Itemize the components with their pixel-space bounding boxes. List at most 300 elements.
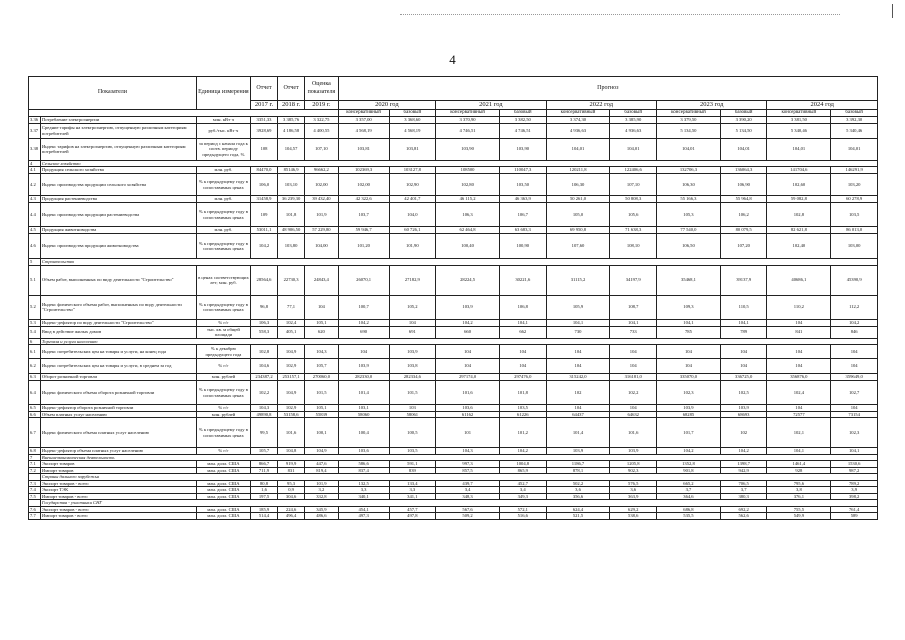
row-value: 345,9: [305, 506, 339, 513]
row-value: 558,3: [250, 326, 277, 338]
row-name: Индекс физического объема оборота розничной торговли: [40, 381, 196, 405]
row-name: Индекс физического объема платных услуг населению: [40, 418, 196, 448]
row-value: 103,20: [831, 174, 878, 196]
row-value: 95,3: [278, 480, 305, 487]
row-value: 146291,9: [831, 167, 878, 174]
row-code: 4.1: [29, 167, 41, 174]
row-value: 103,81: [338, 138, 389, 160]
row-value: 785: [657, 326, 721, 338]
row-unit: млн. руб.: [196, 227, 250, 234]
row-value: 104,2: [657, 448, 721, 455]
row-value: 1186,7: [546, 461, 610, 468]
row-value: 102,9: [278, 405, 305, 412]
row-unit: % к декабрю предыдущего года: [196, 345, 250, 359]
row-code: 7.7: [29, 513, 41, 520]
row-value: 104: [767, 359, 831, 374]
row-value: 3,7: [657, 487, 721, 494]
row-value: 692,2: [720, 506, 767, 513]
row-value: 5 134,50: [657, 123, 721, 138]
row-value: 103,9: [546, 448, 610, 455]
row-value: 105,6: [610, 203, 657, 227]
row-value: 356,6: [546, 493, 610, 500]
row-code: 3.38: [29, 138, 41, 160]
row-value: 341,1: [389, 493, 436, 500]
row-value: 405,1: [278, 326, 305, 338]
row-name: Объем работ, выполненных по виду деятельности "Строительство": [40, 265, 196, 295]
row-value: 789,2: [831, 480, 878, 487]
row-value: 457,7: [389, 506, 436, 513]
header-scenario: базовый: [720, 110, 767, 117]
row-name: Экспорт товаров - всего: [40, 480, 196, 487]
row-value: 104,8: [278, 448, 305, 455]
row-value: 363,9: [610, 493, 657, 500]
row-value: 1461,4: [767, 461, 831, 468]
row-value: 104,1: [500, 319, 547, 326]
row-value: 3,7: [720, 487, 767, 494]
row-value: 761,4: [831, 506, 878, 513]
row-code: 7.6: [29, 506, 41, 513]
row-value: 101,4: [546, 418, 610, 448]
row-value: 104: [610, 345, 657, 359]
row-value: 107,60: [546, 234, 610, 259]
row-code: 4.6: [29, 234, 41, 259]
row-value: 104,2: [436, 319, 500, 326]
table-row: [29, 234, 878, 259]
row-value: 839: [389, 467, 436, 474]
row-value: 108: [250, 138, 277, 160]
row-value: 40686,1: [767, 265, 831, 295]
row-value: 36 239,30: [278, 196, 305, 203]
row-value: 101,6: [610, 418, 657, 448]
row-value: 509,2: [436, 513, 500, 520]
row-name: Индекс производства продукции сельского хозяйства: [40, 174, 196, 196]
row-value: 101,5: [389, 381, 436, 405]
row-value: 335070,0: [657, 374, 721, 381]
row-name: Экспорт товаров - всего: [40, 506, 196, 513]
row-value: 104: [657, 345, 721, 359]
row-value: 4 746,51: [500, 123, 547, 138]
row-value: 928: [767, 467, 831, 474]
row-value: 100,40: [436, 234, 500, 259]
row-value: 1004,8: [500, 461, 547, 468]
row-value: 576,5: [610, 480, 657, 487]
row-value: 141704,6: [767, 167, 831, 174]
row-value: 34197,9: [610, 265, 657, 295]
row-value: 919,9: [278, 461, 305, 468]
row-value: 348,3: [436, 493, 500, 500]
row-value: 0,9: [278, 487, 305, 494]
row-value: 706,5: [720, 480, 767, 487]
row-value: 104,1: [767, 448, 831, 455]
row-value: 64437: [546, 411, 610, 418]
row-value: 942,9: [720, 467, 767, 474]
row-value: 110,2: [767, 295, 831, 319]
row-code: 5.4: [29, 326, 41, 338]
row-value: 102,5: [720, 381, 767, 405]
row-value: 789: [720, 326, 767, 338]
row-value: 865,9: [500, 467, 547, 474]
row-value: 106,3: [250, 319, 277, 326]
row-value: 103: [389, 405, 436, 412]
row-name: Импорт товаров - всего: [40, 513, 196, 520]
header-scenario: консервативный: [657, 110, 721, 117]
row-value: 101,4: [338, 381, 389, 405]
row-code: 6.8: [29, 448, 41, 455]
row-value: 102,90: [389, 174, 436, 196]
row-code: 7.3: [29, 480, 41, 487]
row-unit: млн. долл. США: [196, 506, 250, 513]
row-code: 4.2: [29, 174, 41, 196]
row-value: 59 946,7: [338, 227, 389, 234]
row-value: 521,5: [546, 513, 610, 520]
table-row: [29, 295, 878, 319]
row-value: 107,10: [610, 174, 657, 196]
row-value: 133,4: [389, 480, 436, 487]
row-value: 104: [436, 345, 500, 359]
row-value: 106,90: [720, 174, 767, 196]
row-value: 31458,9: [250, 196, 277, 203]
row-value: 831: [278, 467, 305, 474]
row-value: 109: [250, 203, 277, 227]
row-value: 53011,1: [250, 227, 277, 234]
row-value: 102,00: [305, 174, 339, 196]
row-value: 104: [389, 319, 436, 326]
row-value: 1,6: [250, 487, 277, 494]
row-value: 101,9: [305, 203, 339, 227]
row-value: 85146,9: [278, 167, 305, 174]
row-value: 39 432,40: [305, 196, 339, 203]
row-value: 104,2: [831, 319, 878, 326]
row-code: 3.37: [29, 123, 41, 138]
row-name: Ввод в действие жилых домов: [40, 326, 196, 338]
row-name: Индекс-дефлятор объема платных услуг населению: [40, 448, 196, 455]
row-value: 185,9: [250, 506, 277, 513]
header-estimate: Оценка показателя: [305, 77, 339, 101]
row-value: 53158,6: [278, 411, 305, 418]
row-value: 102,2: [610, 381, 657, 405]
section-title: Внешнеэкономическая деятельность: [40, 454, 877, 461]
row-value: 101,9: [305, 480, 339, 487]
row-value: 26070,1: [338, 265, 389, 295]
section-title: Строительство: [40, 259, 877, 266]
row-value: 103,90: [500, 138, 547, 160]
row-value: 3 390,20: [720, 117, 767, 124]
row-code: 7.5: [29, 493, 41, 500]
table-row: [29, 374, 878, 381]
table-row: [29, 203, 878, 227]
row-value: 122406,6: [610, 167, 657, 174]
row-value: 691: [389, 326, 436, 338]
row-value: 108,10: [610, 234, 657, 259]
row-value: 3 374,30: [546, 117, 610, 124]
row-value: 359649,0: [831, 374, 878, 381]
row-value: 101,20: [338, 234, 389, 259]
row-value: 486,6: [305, 513, 339, 520]
header-unit: Единица измерения: [196, 77, 250, 110]
row-value: 586,6: [338, 461, 389, 468]
row-value: 101,5: [305, 381, 339, 405]
row-value: 104,1: [720, 319, 767, 326]
row-value: 497,3: [338, 513, 389, 520]
row-value: 132,5: [338, 480, 389, 487]
row-value: 68693: [720, 411, 767, 418]
row-code: 3.36: [29, 117, 41, 124]
row-value: 497,8: [389, 513, 436, 520]
row-value: 454,1: [338, 506, 389, 513]
row-value: 112,2: [831, 295, 878, 319]
row-value: 102,8: [250, 345, 277, 359]
row-value: 103,9: [657, 405, 721, 412]
row-value: 101,2: [500, 418, 547, 448]
row-unit: % г/г: [196, 448, 250, 455]
row-value: 270060,0: [305, 374, 339, 381]
row-value: 106,50: [657, 234, 721, 259]
row-value: 846: [831, 326, 878, 338]
row-value: 108500: [436, 167, 500, 174]
row-value: 3 322,75: [305, 117, 339, 124]
row-value: 629,2: [610, 506, 657, 513]
row-value: 4 936,63: [546, 123, 610, 138]
row-value: 96,8: [250, 295, 277, 319]
row-value: 39137,9: [720, 265, 767, 295]
row-name: Индекс потребительских цен на товары и услуги, в среднем за год: [40, 359, 196, 374]
section-title: Сельское хозяйство: [40, 160, 877, 167]
row-name: Объем платных услуг населению: [40, 411, 196, 418]
row-value: 77 540,0: [657, 227, 721, 234]
row-value: 104,1: [657, 319, 721, 326]
row-value: 3,3: [389, 487, 436, 494]
row-value: 104: [610, 359, 657, 374]
row-name: Индекс потребительских цен на товары и услуги, на конец года: [40, 345, 196, 359]
row-value: 60 278,9: [831, 196, 878, 203]
row-value: 103,50: [500, 174, 547, 196]
row-value: 4 186,58: [278, 123, 305, 138]
row-value: 103,9: [610, 448, 657, 455]
row-value: 103,7: [338, 203, 389, 227]
row-value: 103,9: [338, 359, 389, 374]
header-scenario: консервативный: [767, 110, 831, 117]
row-value: 35468,1: [657, 265, 721, 295]
header-scenario: консервативный: [338, 110, 389, 117]
row-value: 535,5: [657, 513, 721, 520]
row-unit: млн. руб.: [196, 196, 250, 203]
row-value: 132706,3: [657, 167, 721, 174]
row-value: 59 082,8: [767, 196, 831, 203]
row-value: 4 568,19: [338, 123, 389, 138]
row-value: 100,90: [500, 234, 547, 259]
row-value: 452,7: [500, 480, 547, 487]
row-value: 997,3: [436, 461, 500, 468]
row-value: 80 079,5: [720, 227, 767, 234]
row-value: 3,9: [831, 487, 878, 494]
table-header: [29, 77, 878, 117]
row-unit: % г/г: [196, 405, 250, 412]
row-name: Индекс физического объема работ, выполненных по виду деятельности "Строительство": [40, 295, 196, 319]
row-value: 58061: [389, 411, 436, 418]
row-value: 101,8: [278, 203, 305, 227]
section-code: 6: [29, 338, 41, 345]
row-value: 103,5: [831, 203, 878, 227]
row-name: Импорт товаров: [40, 467, 196, 474]
row-value: 104,1: [610, 319, 657, 326]
row-value: 3928,69: [250, 123, 277, 138]
row-code: 4.4: [29, 203, 41, 227]
row-value: 102,7: [831, 381, 878, 405]
row-unit: тыс. кв. м общей площади: [196, 326, 250, 338]
row-code: 6.4: [29, 381, 41, 405]
row-value: 104,3: [250, 405, 277, 412]
row-value: 86 013,0: [831, 227, 878, 234]
row-code: 7.4: [29, 487, 41, 494]
row-value: 660: [436, 326, 500, 338]
row-value: 100,5: [389, 418, 436, 448]
row-value: 105,0: [546, 203, 610, 227]
header-year: 2022 год: [546, 101, 656, 110]
row-value: 795,6: [767, 480, 831, 487]
row-value: 102,3: [657, 381, 721, 405]
row-unit: % к предыдущему году в сопоставимых ценах: [196, 381, 250, 405]
row-value: 253157,1: [278, 374, 305, 381]
row-value: 104: [436, 359, 500, 374]
row-unit: млн. долл. США: [196, 467, 250, 474]
row-name: Индекс тарифов на электроэнергию, отпущенную различным категориям потребителей: [40, 138, 196, 160]
row-value: 104: [546, 359, 610, 374]
row-name: Оборот розничной торговли: [40, 374, 196, 381]
row-code: 5.3: [29, 319, 41, 326]
row-value: 107,20: [720, 234, 767, 259]
row-value: 99,5: [250, 418, 277, 448]
table-body: [29, 117, 878, 520]
row-value: 60 726,1: [389, 227, 436, 234]
row-value: 103,10: [278, 174, 305, 196]
table-row: [29, 196, 878, 203]
row-value: 376,1: [767, 493, 831, 500]
row-value: 3,2: [305, 487, 339, 494]
scan-artifact: [400, 14, 840, 16]
row-value: 690: [338, 326, 389, 338]
row-code: 7.1: [29, 461, 41, 468]
row-value: 589: [831, 513, 878, 520]
header-report: Отчет: [250, 77, 277, 101]
row-value: 104: [546, 405, 610, 412]
row-value: 58060: [338, 411, 389, 418]
row-value: 234387,2: [250, 374, 277, 381]
row-value: 71 638,3: [610, 227, 657, 234]
header-year: 2020 год: [338, 101, 435, 110]
row-value: 103,81: [389, 138, 436, 160]
row-value: 64632: [610, 411, 657, 418]
row-value: 620: [305, 326, 339, 338]
section-title: Торговля и услуги населению: [40, 338, 877, 345]
row-value: 73154: [831, 411, 878, 418]
row-value: 106,8: [500, 295, 547, 319]
section-code: 5: [29, 259, 41, 266]
row-value: 104: [546, 345, 610, 359]
header-report: Отчет: [278, 77, 305, 101]
row-name: Индекс-дефлятор по виду деятельности "Строительство": [40, 319, 196, 326]
edge-mark: [892, 4, 893, 18]
row-value: 686,8: [657, 506, 721, 513]
row-value: 224,6: [278, 506, 305, 513]
row-value: 591,1: [389, 461, 436, 468]
row-unit: % к предыдущему году в сопоставимых ценах: [196, 203, 250, 227]
row-value: 103127,8: [389, 167, 436, 174]
header-indicators: Показатели: [29, 77, 197, 110]
table-row: [29, 123, 878, 138]
row-value: 55 166,3: [657, 196, 721, 203]
row-value: 4 568,19: [389, 123, 436, 138]
row-value: 902,3: [610, 467, 657, 474]
row-value: 31115,2: [546, 265, 610, 295]
row-value: 5 134,50: [720, 123, 767, 138]
row-value: 108,7: [610, 295, 657, 319]
row-value: 104: [831, 345, 878, 359]
row-value: 22730,3: [278, 265, 305, 295]
row-unit: % г/г: [196, 319, 250, 326]
row-value: 48 906,50: [278, 227, 305, 234]
row-value: 106,0: [250, 174, 277, 196]
row-value: 63 683,3: [500, 227, 547, 234]
row-value: 197,5: [250, 493, 277, 500]
row-value: 398,2: [831, 493, 878, 500]
row-value: 105,2: [389, 295, 436, 319]
row-value: 733: [610, 326, 657, 338]
row-value: 104,01: [831, 138, 878, 160]
row-name: Потребление электроэнергии: [40, 117, 196, 124]
row-value: 101: [436, 418, 500, 448]
row-value: 3,3: [338, 487, 389, 494]
row-value: 104: [500, 359, 547, 374]
row-unit: % к предыдущему году в сопоставимых ценах: [196, 418, 250, 448]
row-name: Экспорт товаров: [40, 461, 196, 468]
row-value: 103,9: [720, 405, 767, 412]
row-code: 6.2: [29, 359, 41, 374]
row-value: 101,8: [500, 381, 547, 405]
table-row: [29, 174, 878, 196]
row-value: 380,3: [720, 493, 767, 500]
row-value: 3,4: [436, 487, 500, 494]
table-row: [29, 359, 878, 374]
row-value: 4 400,55: [305, 123, 339, 138]
row-unit: % к предыдущему году в сопоставимых ценах: [196, 174, 250, 196]
header-spacer: [29, 110, 339, 117]
row-value: 103,00: [831, 234, 878, 259]
row-value: 103,9: [436, 295, 500, 319]
row-value: 104: [610, 405, 657, 412]
row-value: 364,6: [657, 493, 721, 500]
row-value: 100,7: [338, 295, 389, 319]
row-name: Экспорт ТЭК: [40, 487, 196, 494]
row-value: 102,9: [278, 359, 305, 374]
row-value: 102: [720, 418, 767, 448]
row-value: 282334,6: [389, 374, 436, 381]
row-value: 102,8: [767, 203, 831, 227]
row-value: 102,2: [250, 381, 277, 405]
row-value: 104: [305, 295, 339, 319]
row-code: 6.3: [29, 374, 41, 381]
row-value: 28224,5: [436, 265, 500, 295]
table-row: [29, 167, 878, 174]
row-unit: млн. рублей: [196, 374, 250, 381]
row-value: 104,9: [278, 345, 305, 359]
row-value: 104: [720, 345, 767, 359]
row-value: 3,8: [767, 487, 831, 494]
row-value: 102,40: [767, 234, 831, 259]
header-year: 2023 год: [657, 101, 767, 110]
row-value: 5 340,46: [831, 123, 878, 138]
row-unit: млн. долл. США: [196, 487, 250, 494]
row-value: 62 464,8: [436, 227, 500, 234]
